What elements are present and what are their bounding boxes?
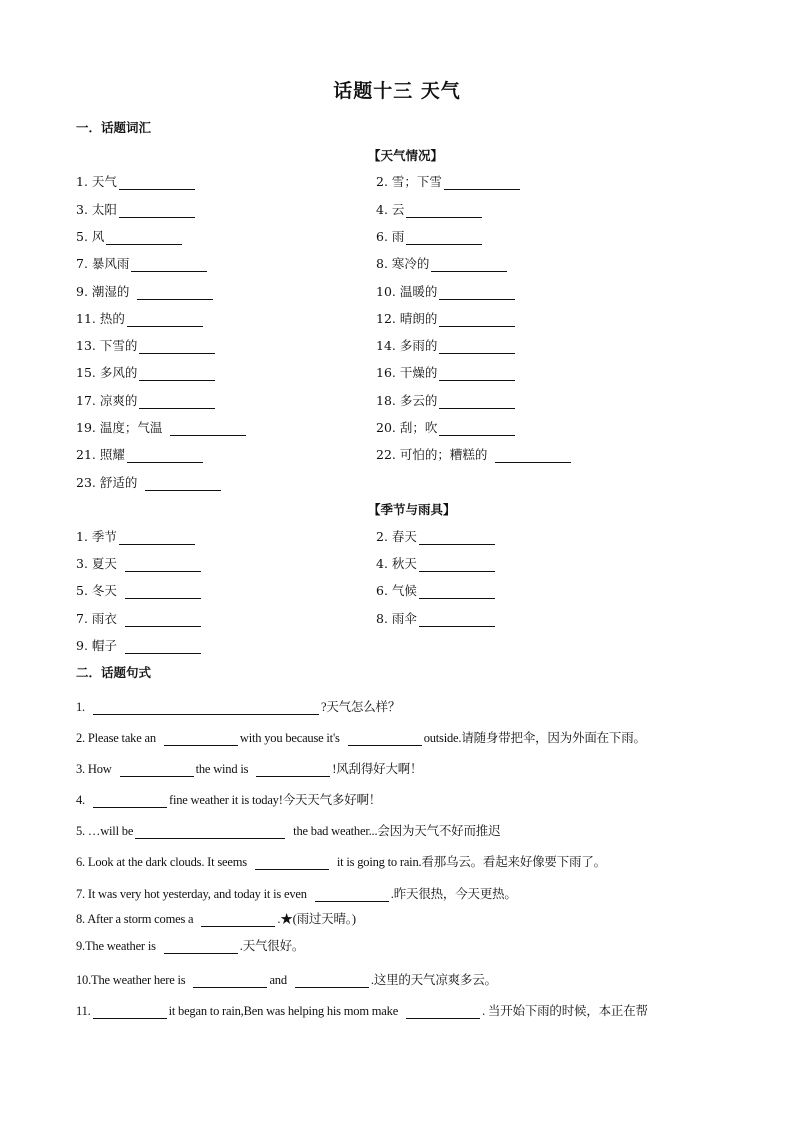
answer-blank[interactable] xyxy=(439,339,515,354)
answer-blank[interactable] xyxy=(139,394,215,409)
answer-blank[interactable] xyxy=(135,824,285,839)
answer-blank[interactable] xyxy=(406,203,482,218)
vocab-item xyxy=(76,636,203,654)
answer-blank[interactable] xyxy=(125,557,201,572)
vocab-item xyxy=(376,581,497,599)
vocab-label: 13. 下雪的 xyxy=(76,338,138,353)
answer-blank[interactable] xyxy=(106,230,182,245)
sentence-item: 7. It was very hot yesterday, and today it is even .昨天很热，今天更热。 xyxy=(76,887,517,901)
answer-blank[interactable] xyxy=(406,1004,480,1019)
answer-blank[interactable] xyxy=(119,175,195,190)
vocab-item xyxy=(376,309,517,327)
answer-blank[interactable] xyxy=(170,421,246,436)
vocab-label: 1. 季节 xyxy=(76,529,117,544)
vocab-item xyxy=(76,418,248,436)
vocab-label: 9. 帽子 xyxy=(76,638,117,653)
answer-blank[interactable] xyxy=(137,285,213,300)
sentence-item: 2. Please take an with you because it's outside.请随身带把伞，因为外面在下雨。 xyxy=(76,731,646,745)
vocab-item xyxy=(76,227,184,245)
answer-blank[interactable] xyxy=(256,762,330,777)
vocab-item xyxy=(76,527,197,545)
sentence-item: 10.The weather here is and .这里的天气凉爽多云。 xyxy=(76,973,497,987)
answer-blank[interactable] xyxy=(348,731,422,746)
vocab-label: 6. 气候 xyxy=(376,583,417,598)
vocab-item xyxy=(76,391,217,409)
answer-blank[interactable] xyxy=(419,584,495,599)
vocab-label: 12. 晴朗的 xyxy=(376,311,438,326)
answer-blank[interactable] xyxy=(444,175,520,190)
vocab-item xyxy=(376,172,522,190)
answer-blank[interactable] xyxy=(419,612,495,627)
section-heading-vocabulary: 一．话题词汇 xyxy=(76,120,152,135)
vocab-item xyxy=(376,527,497,545)
vocab-label: 11. 热的 xyxy=(76,311,125,326)
sentence-item: 8. After a storm comes a .★(雨过天晴。) xyxy=(76,912,356,926)
vocab-label: 3. 夏天 xyxy=(76,556,117,571)
vocab-label: 2. 雪；下雪 xyxy=(376,174,442,189)
answer-blank[interactable] xyxy=(145,476,221,491)
vocab-label: 21. 照耀 xyxy=(76,447,125,462)
vocab-label: 7. 雨衣 xyxy=(76,611,117,626)
vocab-item xyxy=(376,554,497,572)
vocab-label: 5. 风 xyxy=(76,229,105,244)
answer-blank[interactable] xyxy=(139,339,215,354)
vocab-label: 22. 可怕的；糟糕的 xyxy=(376,447,488,462)
vocab-item xyxy=(76,554,203,572)
vocab-label: 7. 暴风雨 xyxy=(76,256,130,271)
vocab-label: 18. 多云的 xyxy=(376,393,438,408)
sentence-item: 6. Look at the dark clouds. It seems it is going to rain.看那乌云。看起来好像要下雨了。 xyxy=(76,855,606,869)
answer-blank[interactable] xyxy=(120,762,194,777)
answer-blank[interactable] xyxy=(295,973,369,988)
page-title: 话题十三 天气 xyxy=(333,80,461,102)
vocab-label: 23. 舒适的 xyxy=(76,475,138,490)
answer-blank[interactable] xyxy=(164,939,238,954)
vocab-item xyxy=(376,391,517,409)
answer-blank[interactable] xyxy=(125,639,201,654)
answer-blank[interactable] xyxy=(93,793,167,808)
vocab-item xyxy=(76,200,197,218)
answer-blank[interactable] xyxy=(419,557,495,572)
vocab-label: 16. 干燥的 xyxy=(376,365,438,380)
answer-blank[interactable] xyxy=(201,912,275,927)
vocab-item xyxy=(76,282,215,300)
vocab-item xyxy=(76,363,217,381)
vocab-label: 19. 温度；气温 xyxy=(76,420,163,435)
vocab-item xyxy=(76,336,217,354)
answer-blank[interactable] xyxy=(495,448,571,463)
vocab-item xyxy=(76,609,203,627)
vocab-label: 6. 雨 xyxy=(376,229,405,244)
vocab-label: 5. 冬天 xyxy=(76,583,117,598)
vocab-label: 14. 多雨的 xyxy=(376,338,438,353)
answer-blank[interactable] xyxy=(131,257,207,272)
answer-blank[interactable] xyxy=(164,731,238,746)
vocab-item xyxy=(376,227,484,245)
category-weather-conditions: 【天气情况】 xyxy=(368,148,444,163)
answer-blank[interactable] xyxy=(127,312,203,327)
vocab-item xyxy=(76,254,209,272)
answer-blank[interactable] xyxy=(119,203,195,218)
vocab-label: 20. 刮；吹 xyxy=(376,420,438,435)
vocab-item xyxy=(76,445,205,463)
answer-blank[interactable] xyxy=(439,285,515,300)
vocab-item xyxy=(376,282,517,300)
answer-blank[interactable] xyxy=(431,257,507,272)
answer-blank[interactable] xyxy=(439,312,515,327)
vocab-item xyxy=(376,336,517,354)
answer-blank[interactable] xyxy=(127,448,203,463)
vocab-label: 10. 温暖的 xyxy=(376,284,438,299)
answer-blank[interactable] xyxy=(193,973,267,988)
sentence-item: 3. How the wind is !风刮得好大啊！ xyxy=(76,762,423,776)
vocab-label: 15. 多风的 xyxy=(76,365,138,380)
answer-blank[interactable] xyxy=(419,530,495,545)
answer-blank[interactable] xyxy=(93,1004,167,1019)
vocab-label: 9. 潮湿的 xyxy=(76,284,130,299)
vocab-item xyxy=(76,581,203,599)
vocab-item xyxy=(376,363,517,381)
vocab-label: 4. 秋天 xyxy=(376,556,417,571)
vocab-label: 4. 云 xyxy=(376,202,405,217)
vocab-item xyxy=(76,309,205,327)
vocab-item xyxy=(376,609,497,627)
vocab-label: 8. 寒冷的 xyxy=(376,256,430,271)
sentence-item: 5. …will be the bad weather...会因为天气不好而推迟 xyxy=(76,824,501,838)
answer-blank[interactable] xyxy=(406,230,482,245)
answer-blank[interactable] xyxy=(439,394,515,409)
vocab-label: 3. 太阳 xyxy=(76,202,117,217)
answer-blank[interactable] xyxy=(255,855,329,870)
answer-blank[interactable] xyxy=(93,700,319,715)
answer-blank[interactable] xyxy=(315,887,389,902)
sentence-item: 9.The weather is .天气很好。 xyxy=(76,939,305,953)
answer-blank[interactable] xyxy=(125,612,201,627)
sentence-item: 1. ?天气怎么样？ xyxy=(76,700,401,714)
answer-blank[interactable] xyxy=(125,584,201,599)
vocab-label: 8. 雨伞 xyxy=(376,611,417,626)
section-heading-sentences: 二．话题句式 xyxy=(76,665,152,680)
vocab-item xyxy=(376,200,484,218)
answer-blank[interactable] xyxy=(119,530,195,545)
vocab-item xyxy=(376,445,573,463)
vocab-label: 1. 天气 xyxy=(76,174,117,189)
answer-blank[interactable] xyxy=(139,366,215,381)
vocab-label: 17. 凉爽的 xyxy=(76,393,138,408)
category-seasons-rain-gear: 【季节与雨具】 xyxy=(368,502,456,517)
sentence-item: 11. it began to rain,Ben was helping his mom make . 当开始下雨的时候，本正在帮 xyxy=(76,1004,648,1018)
answer-blank[interactable] xyxy=(439,421,515,436)
vocab-item xyxy=(376,254,509,272)
vocab-label: 2. 春天 xyxy=(376,529,417,544)
sentence-item: 4. fine weather it is today!今天天气多好啊！ xyxy=(76,793,382,807)
answer-blank[interactable] xyxy=(439,366,515,381)
vocab-item xyxy=(376,418,517,436)
vocab-item xyxy=(76,172,197,190)
vocab-item xyxy=(76,473,223,491)
